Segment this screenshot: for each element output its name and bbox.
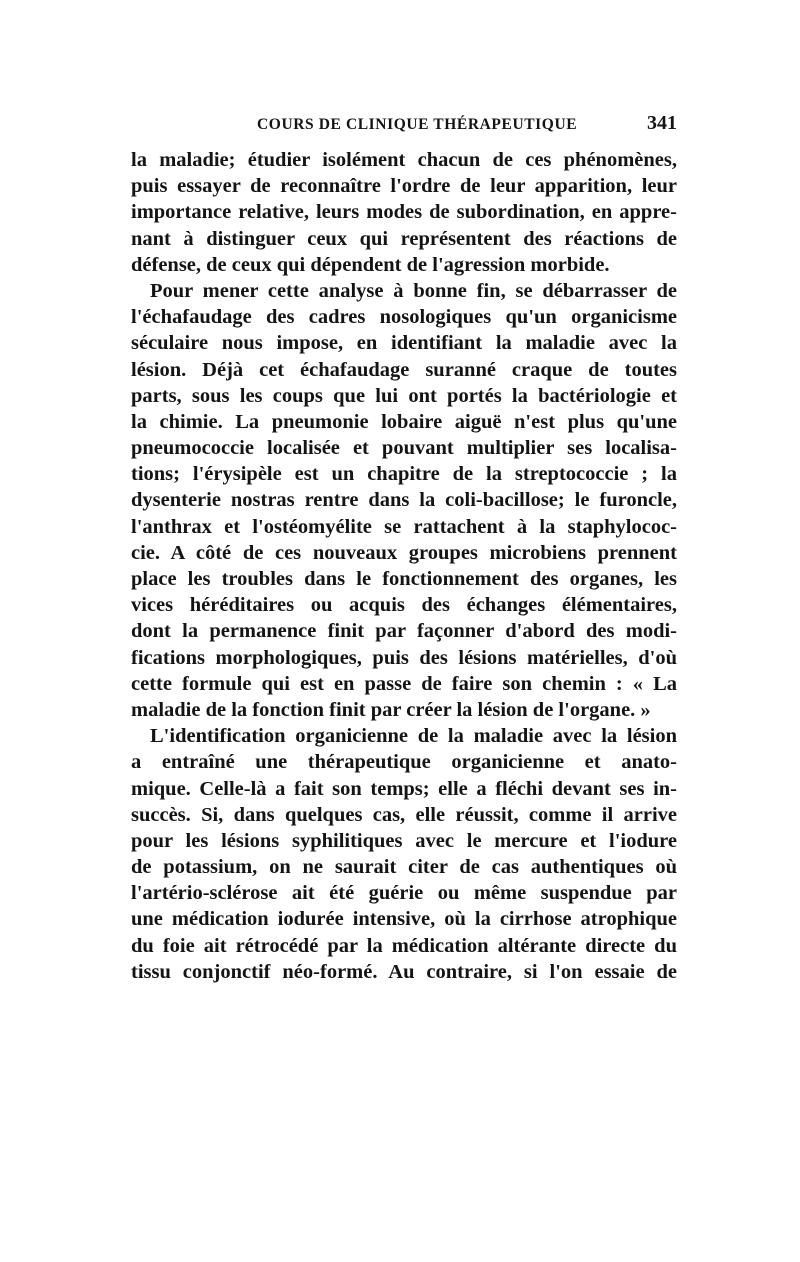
text-line: parts, sous les coups que lui ont portés la bactériologie et xyxy=(131,384,677,407)
text-line: la maladie; étudier isolément chacun de ces phénomènes, xyxy=(131,149,677,171)
text-line: tions; l'érysipèle est un chapitre de la streptococcie ; la xyxy=(131,463,677,486)
page-number: 341 xyxy=(647,112,677,134)
text-line: pour les lésions syphilitiques avec le mercure et l'iodure xyxy=(131,829,677,852)
text-line: l'anthrax et l'ostéomyélite se rattachent à la staphylococ- xyxy=(131,515,677,538)
text-line: lésion. Déjà cet échafaudage suranné craque de toutes xyxy=(131,358,677,381)
text-line: séculaire nous impose, en identifiant la maladie avec la xyxy=(131,332,677,355)
text-line: du foie ait rétrocédé par la médication altérante directe du xyxy=(131,934,677,957)
text-line: tissu conjonctif néo-formé. Au contraire, si l'on essaie de xyxy=(131,960,677,983)
text-line: dysenterie nostras rentre dans la coli-bacillose; le furoncle, xyxy=(131,489,677,512)
text-line: de potassium, on ne saurait citer de cas authentiques où xyxy=(131,856,677,879)
text-line: une médication iodurée intensive, où la cirrhose atrophique xyxy=(131,908,677,931)
text-line: vices héréditaires ou acquis des échanges élémentaires, xyxy=(131,594,677,617)
text-line: pneumococcie localisée et pouvant multiplier ses localisa- xyxy=(131,437,677,460)
text-line: L'identification organicienne de la maladie avec la lésion xyxy=(150,725,677,748)
text-line: place les troubles dans le fonctionnement des organes, les xyxy=(131,568,677,590)
text-line: a entraîné une thérapeutique organicienne et anato- xyxy=(131,751,677,774)
text-line: dont la permanence finit par façonner d'abord des modi- xyxy=(131,620,677,643)
text-line: fications morphologiques, puis des lésions matérielles, d'où xyxy=(131,646,677,669)
text-line: défense, de ceux qui dépendent de l'agression morbide. xyxy=(131,253,610,276)
text-line: Pour mener cette analyse à bonne fin, se débarrasser de xyxy=(150,279,677,302)
text-line: cette formule qui est en passe de faire son chemin : « La xyxy=(131,672,677,695)
text-line: l'échafaudage des cadres nosologiques qu'un organicisme xyxy=(131,306,677,329)
text-line: l'artério-sclérose ait été guérie ou même suspendue par xyxy=(131,882,677,905)
running-header xyxy=(131,112,677,142)
text-line: importance relative, leurs modes de subordination, en appre- xyxy=(131,201,677,224)
text-line: nant à distinguer ceux qui représentent des réactions de xyxy=(131,227,677,250)
text-line: mique. Celle-là a fait son temps; elle a fléchi devant ses in- xyxy=(131,777,677,800)
text-line: cie. A côté de ces nouveaux groupes microbiens prennent xyxy=(131,541,677,564)
text-line: maladie de la fonction finit par créer la lésion de l'organe. » xyxy=(131,698,651,721)
text-line: puis essayer de reconnaître l'ordre de leur apparition, leur xyxy=(131,175,677,198)
text-line: la chimie. La pneumonie lobaire aiguë n'est plus qu'une xyxy=(131,410,677,433)
text-line: succès. Si, dans quelques cas, elle réussit, comme il arrive xyxy=(131,803,677,826)
running-title: COURS DE CLINIQUE THÉRAPEUTIQUE xyxy=(257,116,578,133)
body-text xyxy=(131,147,677,985)
